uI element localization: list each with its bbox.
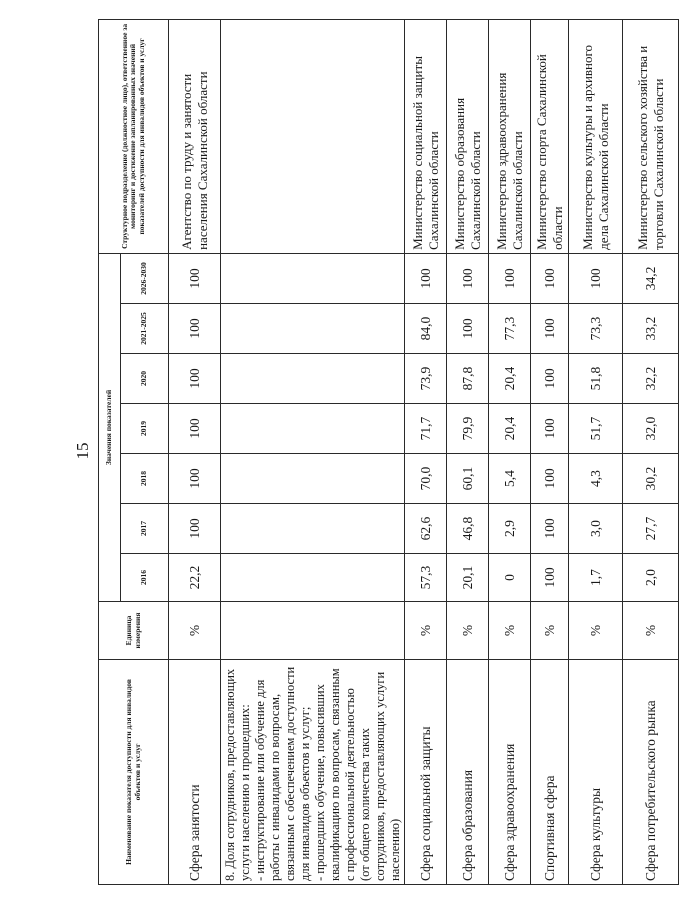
header-values-group: Значения показателей bbox=[99, 253, 121, 601]
row-value bbox=[221, 404, 405, 454]
table-row bbox=[623, 19, 679, 884]
row-value: 73,9 bbox=[405, 354, 447, 404]
row-value: 100 bbox=[447, 253, 489, 303]
row-org bbox=[221, 19, 405, 253]
table-row bbox=[569, 19, 623, 884]
row-name: 8. Доля сотрудников, предоставляющих услуги населению и прошедших: - инструктирование или обучение для работы с инвалидами по вопросам, связанным с обеспечением доступности для инвалидов объектов и услуг; - прошедших обучение, повысивших квалификацию по вопросам, связанным с профессиональной деятельностью (от общего количества таких сотрудников, предоставляющих услуги населению) bbox=[221, 660, 405, 885]
row-value: 62,6 bbox=[405, 504, 447, 554]
row-org: Министерство спорта Сахалинской области bbox=[531, 19, 569, 253]
table-row bbox=[405, 19, 447, 884]
row-name: Сфера занятости bbox=[169, 660, 221, 885]
row-value: 100 bbox=[569, 253, 623, 303]
row-value: 32,2 bbox=[623, 354, 679, 404]
row-name: Сфера образования bbox=[447, 660, 489, 885]
row-value: 2,9 bbox=[489, 504, 531, 554]
row-org: Министерство социальной защиты Сахалинской области bbox=[405, 19, 447, 253]
row-value: 100 bbox=[531, 404, 569, 454]
row-value bbox=[221, 554, 405, 602]
row-value: 51,7 bbox=[569, 404, 623, 454]
table-row bbox=[169, 19, 221, 884]
row-unit: % bbox=[169, 602, 221, 660]
row-value: 22,2 bbox=[169, 554, 221, 602]
row-value: 70,0 bbox=[405, 454, 447, 504]
row-unit: % bbox=[405, 602, 447, 660]
row-value: 100 bbox=[169, 404, 221, 454]
row-unit: % bbox=[569, 602, 623, 660]
row-value: 4,3 bbox=[569, 454, 623, 504]
row-value: 100 bbox=[405, 253, 447, 303]
row-name: Сфера здравоохранения bbox=[489, 660, 531, 885]
header-year: 2019 bbox=[121, 404, 169, 454]
header-year: 2026-2030 bbox=[121, 253, 169, 303]
header-name: Наименование показателя доступности для инвалидов объектов и услуг bbox=[99, 660, 169, 885]
row-value: 60,1 bbox=[447, 454, 489, 504]
row-value: 100 bbox=[169, 354, 221, 404]
row-value: 2,0 bbox=[623, 554, 679, 602]
row-value: 100 bbox=[169, 504, 221, 554]
row-value: 46,8 bbox=[447, 504, 489, 554]
row-unit: % bbox=[531, 602, 569, 660]
row-value: 100 bbox=[447, 304, 489, 354]
row-value: 20,4 bbox=[489, 354, 531, 404]
row-org: Министерство сельского хозяйства и торговли Сахалинской области bbox=[623, 19, 679, 253]
table-row bbox=[531, 19, 569, 884]
row-value: 30,2 bbox=[623, 454, 679, 504]
row-value: 57,3 bbox=[405, 554, 447, 602]
row-value: 100 bbox=[531, 253, 569, 303]
header-year: 2018 bbox=[121, 454, 169, 504]
row-value: 5,4 bbox=[489, 454, 531, 504]
row-name: Сфера потребительского рынка bbox=[623, 660, 679, 885]
row-value: 33,2 bbox=[623, 304, 679, 354]
row-value bbox=[221, 454, 405, 504]
row-value: 100 bbox=[169, 304, 221, 354]
row-unit: % bbox=[623, 602, 679, 660]
row-value: 32,0 bbox=[623, 404, 679, 454]
row-value: 79,9 bbox=[447, 404, 489, 454]
row-org: Агентство по труду и занятости населения Сахалинской области bbox=[169, 19, 221, 253]
row-unit: % bbox=[447, 602, 489, 660]
header-year: 2016 bbox=[121, 554, 169, 602]
row-value: 20,4 bbox=[489, 404, 531, 454]
row-value: 1,7 bbox=[569, 554, 623, 602]
row-value bbox=[221, 354, 405, 404]
row-value: 0 bbox=[489, 554, 531, 602]
table-row bbox=[447, 19, 489, 884]
row-value: 51,8 bbox=[569, 354, 623, 404]
row-org: Министерство образования Сахалинской области bbox=[447, 19, 489, 253]
row-value: 100 bbox=[169, 253, 221, 303]
row-value: 84,0 bbox=[405, 304, 447, 354]
row-value: 100 bbox=[489, 253, 531, 303]
row-unit bbox=[221, 602, 405, 660]
header-year: 2021-2025 bbox=[121, 304, 169, 354]
row-value: 100 bbox=[531, 504, 569, 554]
row-org: Министерство культуры и архивного дела Сахалинской области bbox=[569, 19, 623, 253]
row-value bbox=[221, 304, 405, 354]
row-value: 77,3 bbox=[489, 304, 531, 354]
rotated-table-wrapper bbox=[98, 20, 666, 885]
header-year: 2020 bbox=[121, 354, 169, 404]
row-value: 27,7 bbox=[623, 504, 679, 554]
row-name: Сфера социальной защиты bbox=[405, 660, 447, 885]
row-value: 100 bbox=[531, 554, 569, 602]
row-value: 87,8 bbox=[447, 354, 489, 404]
row-value: 3,0 bbox=[569, 504, 623, 554]
row-value: 100 bbox=[169, 454, 221, 504]
row-value: 34,2 bbox=[623, 253, 679, 303]
row-value: 71,7 bbox=[405, 404, 447, 454]
header-unit: Единица измерения bbox=[99, 602, 169, 660]
row-org: Министерство здравоохранения Сахалинской области bbox=[489, 19, 531, 253]
row-value: 73,3 bbox=[569, 304, 623, 354]
table-row bbox=[489, 19, 531, 884]
row-value bbox=[221, 253, 405, 303]
header-year: 2017 bbox=[121, 504, 169, 554]
table-row bbox=[221, 19, 405, 884]
row-unit: % bbox=[489, 602, 531, 660]
row-value: 100 bbox=[531, 454, 569, 504]
row-value bbox=[221, 504, 405, 554]
row-value: 100 bbox=[531, 304, 569, 354]
row-value: 20,1 bbox=[447, 554, 489, 602]
row-name: Сфера культуры bbox=[569, 660, 623, 885]
row-value: 100 bbox=[531, 354, 569, 404]
page-number: 15 bbox=[73, 442, 92, 460]
accessibility-indicators-table bbox=[98, 19, 679, 885]
row-name: Спортивная сфера bbox=[531, 660, 569, 885]
header-org: Структурное подразделение (должностное лицо), ответственное за мониторинг и достижение запланированных значений показателей доступности для инвалидов объектов и услуг bbox=[99, 19, 169, 253]
